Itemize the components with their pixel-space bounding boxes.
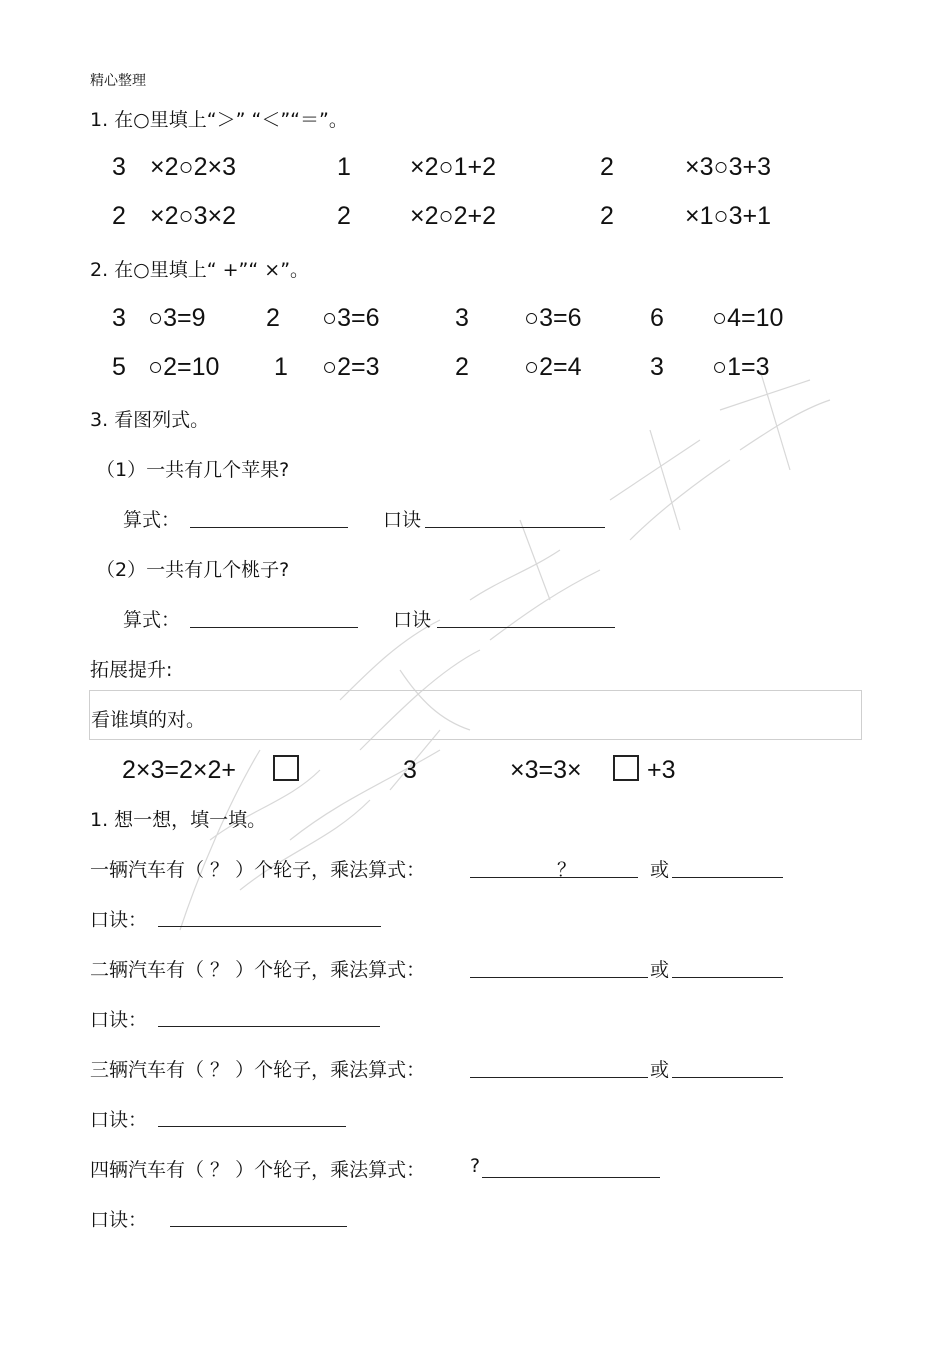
s1-r2-c1: 2 xyxy=(112,202,126,230)
extend-title: 拓展提升: xyxy=(90,659,173,681)
s2-r1-c1: 3 xyxy=(112,304,126,332)
car-row-4-label: 四辆汽车有（ ？ ）个轮子，乘法算式： xyxy=(90,1159,426,1181)
formula-blank-1[interactable] xyxy=(190,527,348,528)
car-row-2-or: 或 xyxy=(650,959,670,981)
answer-box-1[interactable] xyxy=(273,755,299,781)
car-row-3-koujue-blank[interactable] xyxy=(158,1126,346,1127)
s1-r1-c1: 3 xyxy=(112,153,126,181)
car-row-4-blank-text: ? xyxy=(470,1155,481,1177)
s2-r2-c3: 1 xyxy=(274,353,288,381)
car-row-3-formula-blank[interactable] xyxy=(470,1077,648,1078)
formula-blank-2[interactable] xyxy=(190,627,358,628)
car-row-2-label: 二辆汽车有（ ？ ）个轮子，乘法算式： xyxy=(90,959,426,981)
s2-r2-c8: ○1=3 xyxy=(712,353,770,381)
car-row-2-alt-blank[interactable] xyxy=(672,977,783,978)
car-row-4-koujue-label: 口诀： xyxy=(90,1209,148,1231)
koujue-label-1: 口诀 xyxy=(383,509,422,531)
car-row-1-blank-text: ？ xyxy=(557,859,577,881)
s2-r2-c6: ○2=4 xyxy=(524,353,582,381)
car-row-3-alt-blank[interactable] xyxy=(672,1077,783,1078)
car-row-3-label: 三辆汽车有（ ？ ）个轮子，乘法算式： xyxy=(90,1059,426,1081)
s1-r2-c6: ×1○3+1 xyxy=(685,202,772,230)
car-row-1-label: 一辆汽车有（ ？ ）个轮子，乘法算式： xyxy=(90,859,426,881)
car-row-2-koujue-label: 口诀： xyxy=(90,1009,148,1031)
s2-r1-c3: 2 xyxy=(266,304,280,332)
s2-r1-c5: 3 xyxy=(455,304,469,332)
s1-r1-c3: 1 xyxy=(337,153,351,181)
s2-r2-c1: 5 xyxy=(112,353,126,381)
extend-eq2-a: ×3=3× xyxy=(510,756,582,784)
koujue-blank-1[interactable] xyxy=(425,527,605,528)
formula-label-1: 算式： xyxy=(123,509,181,531)
section1-title: 1. 在○里填上“＞” “＜”“＝”。 xyxy=(90,109,348,131)
s1-r2-c5: 2 xyxy=(600,202,614,230)
part2-title: 1. 想一想，填一填。 xyxy=(90,809,267,831)
extend-eq1: 2×3=2×2+ xyxy=(122,756,237,784)
question-peaches: （2）一共有几个桃子? xyxy=(96,559,290,581)
s2-r1-c7: 6 xyxy=(650,304,664,332)
car-row-3-or: 或 xyxy=(650,1059,670,1081)
s2-r1-c6: ○3=6 xyxy=(524,304,582,332)
answer-box-2[interactable] xyxy=(613,755,639,781)
question-apples: （1）一共有几个苹果? xyxy=(96,459,290,481)
car-row-2-koujue-blank[interactable] xyxy=(158,1026,380,1027)
s1-r1-c2: ×2○2×3 xyxy=(150,153,237,181)
s1-r2-c2: ×2○3×2 xyxy=(150,202,237,230)
s2-r2-c2: ○2=10 xyxy=(148,353,220,381)
s2-r2-c4: ○2=3 xyxy=(322,353,380,381)
car-row-1-or: 或 xyxy=(650,859,670,881)
car-row-1-koujue-blank[interactable] xyxy=(158,926,381,927)
extend-box-text: 看谁填的对。 xyxy=(91,709,206,731)
extend-eq2-num: 3 xyxy=(403,756,417,784)
s2-r2-c5: 2 xyxy=(455,353,469,381)
header-text: 精心整理 xyxy=(90,73,146,89)
car-row-1-formula-blank[interactable] xyxy=(470,877,638,878)
car-row-2-formula-blank[interactable] xyxy=(470,977,648,978)
s1-r1-c5: 2 xyxy=(600,153,614,181)
s2-r1-c4: ○3=6 xyxy=(322,304,380,332)
s1-r1-c4: ×2○1+2 xyxy=(410,153,497,181)
s1-r2-c4: ×2○2+2 xyxy=(410,202,497,230)
extend-eq2-b: +3 xyxy=(647,756,676,784)
s1-r2-c3: 2 xyxy=(337,202,351,230)
car-row-4-koujue-blank[interactable] xyxy=(170,1226,347,1227)
s2-r2-c7: 3 xyxy=(650,353,664,381)
koujue-label-2: 口诀 xyxy=(393,609,432,631)
s2-r1-c2: ○3=9 xyxy=(148,304,206,332)
car-row-3-koujue-label: 口诀： xyxy=(90,1109,148,1131)
car-row-1-alt-blank[interactable] xyxy=(672,877,783,878)
s2-r1-c8: ○4=10 xyxy=(712,304,784,332)
section3-title: 3. 看图列式。 xyxy=(90,409,210,431)
formula-label-2: 算式： xyxy=(123,609,181,631)
car-row-4-formula-blank[interactable] xyxy=(482,1177,660,1178)
car-row-1-koujue-label: 口诀： xyxy=(90,909,148,931)
s1-r1-c6: ×3○3+3 xyxy=(685,153,772,181)
koujue-blank-2[interactable] xyxy=(437,627,615,628)
section2-title: 2. 在○里填上“ +”“ ×”。 xyxy=(90,259,310,281)
